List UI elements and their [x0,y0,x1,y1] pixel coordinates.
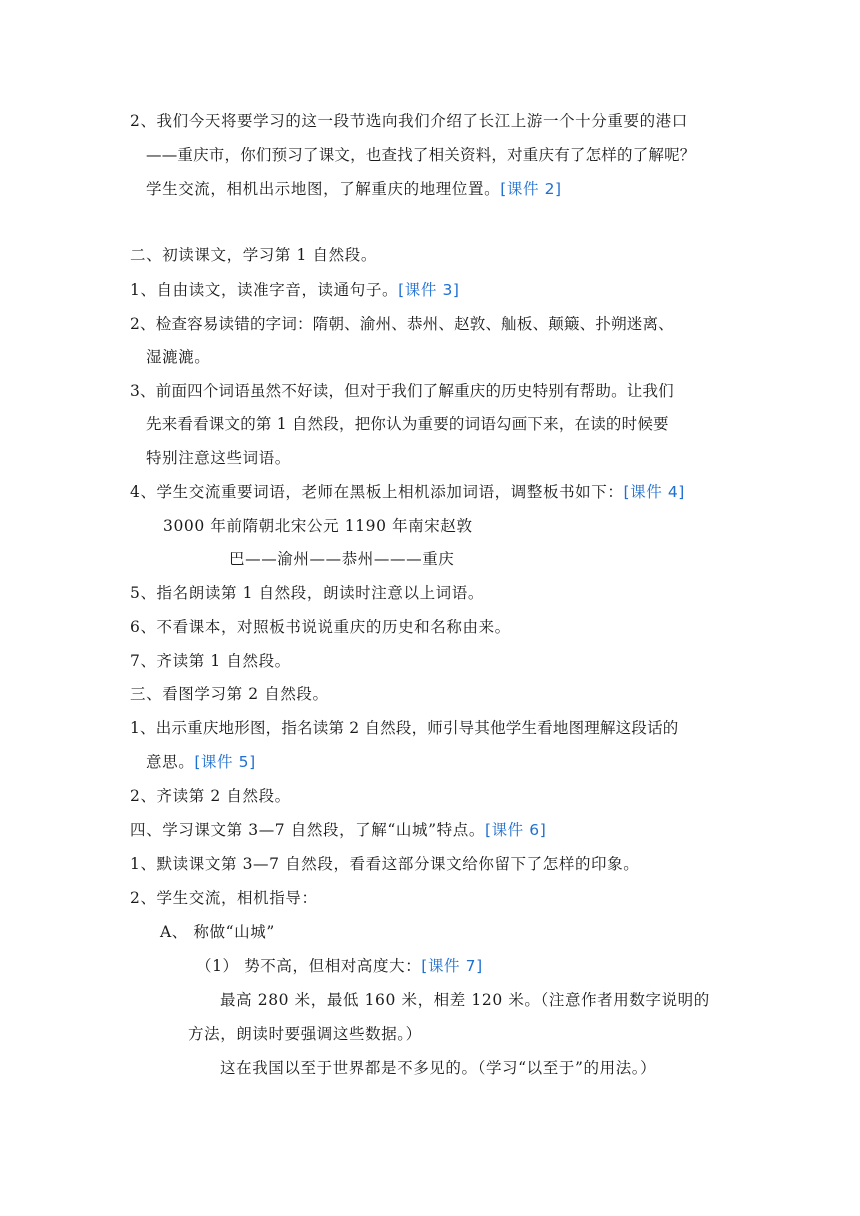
line-text: 1、默读课文第 3—7 自然段，看看这部分课文给你留下了怎样的印象。 [130,855,640,873]
list-item [130,481,685,503]
line-text: 学生交流，相机出示地图，了解重庆的地理位置。 [146,180,501,198]
list-item [130,582,484,604]
line-text: 1、自由读文，读准字音，读通句子。 [130,281,399,299]
line-text: 湿漉漉。 [146,348,211,366]
section-heading [130,683,329,705]
line-text: 先来看看课文的第 1 自然段，把你认为重要的词语勾画下来，在读的时候要 [146,415,669,433]
list-item-continuation [146,447,291,469]
paragraph-line [146,178,562,200]
line-text: A、 称做“山城” [160,923,275,941]
list-item-continuation [146,751,256,773]
line-text: 方法，朗读时要强调这些数据。） [188,1025,422,1043]
line-text: 这在我国以至于世界都是不多见的。（学习“以至于”的用法。） [220,1059,657,1077]
list-item [130,853,639,875]
detail-line [220,989,710,1011]
list-item-continuation [146,346,210,368]
line-text: 2、学生交流，相机指导： [130,889,318,907]
blackboard-line [163,515,473,537]
courseware-link[interactable]: [课件 7] [421,957,483,975]
section-heading [130,819,546,841]
line-text: 2、齐读第 2 自然段。 [130,787,291,805]
line-text: （1） 势不高，但相对高度大： [196,957,422,975]
line-text: 7、齐读第 1 自然段。 [130,652,291,670]
sub-item [160,921,275,943]
line-text: ——重庆市，你们预习了课文，也查找了相关资料，对重庆有了怎样的了解呢？ [146,146,696,164]
courseware-link[interactable]: [课件 5] [194,753,256,771]
line-text: 三、看图学习第 2 自然段。 [130,685,329,703]
detail-line [220,1057,656,1079]
list-item [130,380,674,402]
line-text: 3、前面四个词语虽然不好读，但对于我们了解重庆的历史特别有帮助。让我们 [130,382,674,400]
line-text: 特别注意这些词语。 [146,449,291,467]
line-text: 3000 年前隋朝北宋公元 1190 年南宋赵敦 [163,517,473,535]
courseware-link[interactable]: [课件 2] [500,180,562,198]
line-text: 最高 280 米，最低 160 米，相差 120 米。（注意作者用数字说明的 [220,991,710,1009]
line-text: 6、不看课本，对照板书说说重庆的历史和名称由来。 [130,618,511,636]
list-item [130,717,678,739]
sub-sub-item [196,955,483,977]
paragraph-line [130,110,688,132]
list-item [130,785,291,807]
list-item-continuation [146,413,669,435]
list-item [130,279,460,301]
courseware-link[interactable]: [课件 3] [398,281,460,299]
line-text: 2、检查容易读错的字词：隋朝、渝州、恭州、赵敦、舢板、颠簸、扑朔迷离、 [130,315,674,333]
line-text: 意思。 [146,753,195,771]
list-item [130,650,291,672]
line-text: 四、学习课文第 3—7 自然段，了解“山城”特点。 [130,821,485,839]
section-heading [130,244,377,266]
line-text: 4、学生交流重要词语，老师在黑板上相机添加词语，调整板书如下： [130,483,624,501]
courseware-link[interactable]: [课件 6] [484,821,547,839]
list-item [130,313,674,335]
line-text: 2、我们今天将要学习的这一段节选向我们介绍了长江上游一个十分重要的港口 [130,112,688,130]
list-item [130,887,318,909]
line-text: 巴——渝州——恭州———重庆 [229,550,455,568]
detail-line-continuation [188,1023,422,1045]
courseware-link[interactable]: [课件 4] [623,483,685,501]
blackboard-line [229,548,454,570]
line-text: 二、初读课文，学习第 1 自然段。 [130,246,377,264]
line-text: 5、指名朗读第 1 自然段，朗读时注意以上词语。 [130,584,484,602]
paragraph-line [146,144,696,166]
line-text: 1、出示重庆地形图，指名读第 2 自然段，师引导其他学生看地图理解这段话的 [130,719,679,737]
list-item [130,616,511,638]
